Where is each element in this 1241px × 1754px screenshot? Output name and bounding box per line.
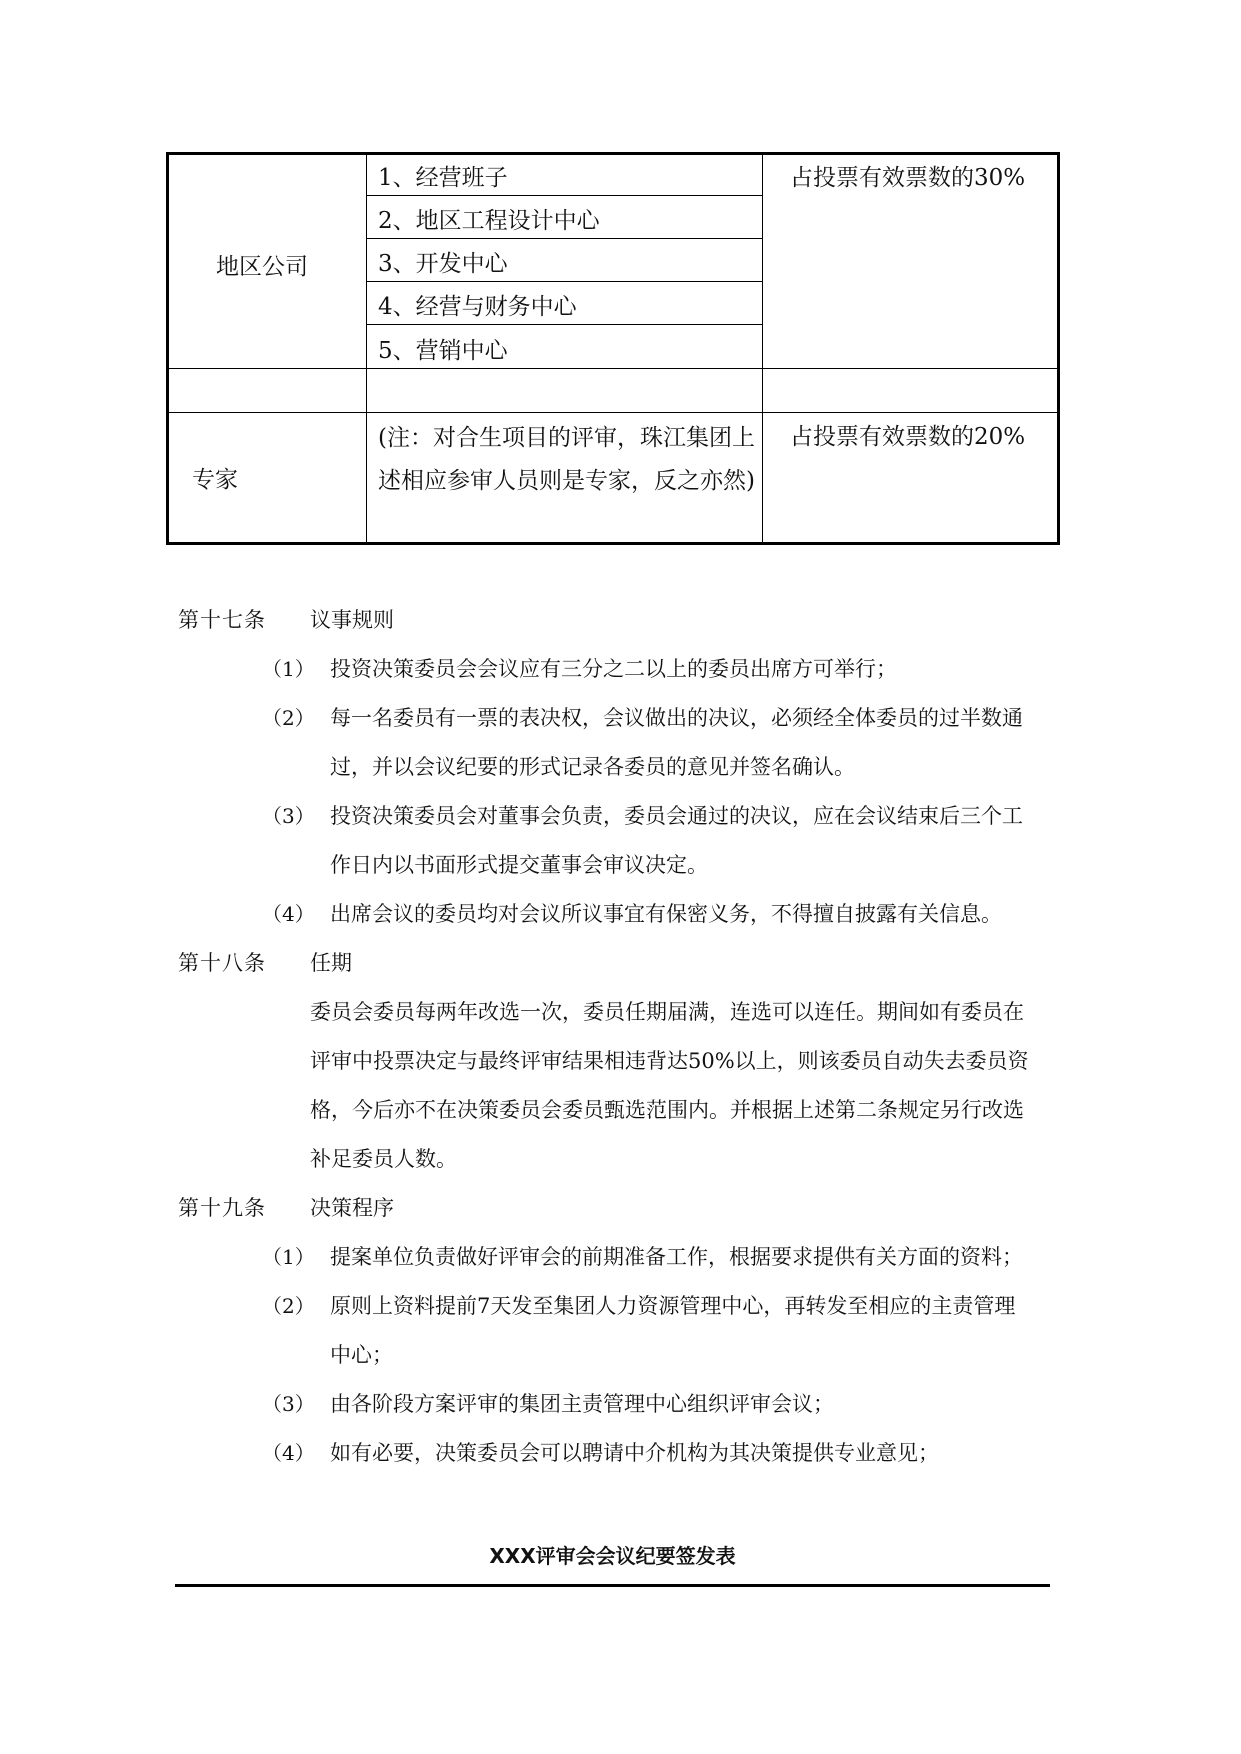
paragraph-line: 格，今后亦不在决策委员会委员甄选范围内。并根据上述第二条规定另行改选: [310, 1098, 1024, 1122]
region-item: 4、经营与财务中心: [378, 294, 577, 320]
article-number: 第十八条: [178, 951, 266, 975]
item-number: （1）: [262, 1245, 315, 1269]
paragraph-line: 评审中投票决定与最终评审结果相违背达50%以上，则该委员自动失去委员资: [310, 1049, 1029, 1073]
item-number: （4）: [262, 902, 315, 926]
article-number: 第十九条: [178, 1196, 266, 1220]
item-text: 过，并以会议纪要的形式记录各委员的意见并签名确认。: [330, 755, 855, 779]
item-text: 出席会议的委员均对会议所议事宜有保密义务，不得擅自披露有关信息。: [330, 902, 1002, 926]
item-text: 原则上资料提前7天发至集团人力资源管理中心，再转发至相应的主责管理: [330, 1294, 1016, 1318]
expert-note: (注：对合生项目的评审，珠江集团上述相应参审人员则是专家，反之亦然): [378, 425, 755, 494]
item-text: 如有必要，决策委员会可以聘请中介机构为其决策提供专业意见；: [330, 1441, 939, 1465]
row-divider: [366, 195, 763, 196]
item-text: 投资决策委员会对董事会负责，委员会通过的决议，应在会议结束后三个工: [330, 804, 1023, 828]
item-number: （3）: [262, 1392, 315, 1416]
region-item: 3、开发中心: [378, 251, 508, 277]
expert-label: 专家: [192, 467, 238, 493]
region-item: 1、经营班子: [378, 165, 508, 191]
article-title: 决策程序: [310, 1196, 394, 1220]
item-text: 由各阶段方案评审的集团主责管理中心组织评审会议；: [330, 1392, 834, 1416]
item-number: （4）: [262, 1441, 315, 1465]
form-title: XXX评审会会议纪要签发表: [489, 1544, 736, 1568]
column-divider: [762, 152, 763, 545]
paragraph-line: 补足委员人数。: [310, 1147, 457, 1171]
voting-weight-table: [166, 152, 1060, 545]
article-title: 议事规则: [310, 608, 394, 632]
region-item: 2、地区工程设计中心: [378, 208, 600, 234]
expert-ratio: 占投票有效票数的20%: [790, 424, 1026, 450]
article-title: 任期: [310, 951, 352, 975]
article-number: 第十七条: [178, 608, 266, 632]
title-underline: [175, 1584, 1050, 1587]
item-number: （1）: [262, 657, 315, 681]
paragraph-line: 委员会委员每两年改选一次，委员任期届满，连选可以连任。期间如有委员在: [310, 1000, 1024, 1024]
item-number: （2）: [262, 706, 315, 730]
row-divider: [366, 281, 763, 282]
item-text: 每一名委员有一票的表决权，会议做出的决议，必须经全体委员的过半数通: [330, 706, 1023, 730]
item-number: （2）: [262, 1294, 315, 1318]
item-text: 提案单位负责做好评审会的前期准备工作，根据要求提供有关方面的资料；: [330, 1245, 1023, 1269]
column-divider: [366, 152, 367, 545]
row-divider: [166, 368, 1060, 369]
item-text: 作日内以书面形式提交董事会审议决定。: [330, 853, 708, 877]
row-divider: [366, 324, 763, 325]
region-ratio: 占投票有效票数的30%: [790, 165, 1026, 191]
item-text: 中心；: [330, 1343, 393, 1367]
item-number: （3）: [262, 804, 315, 828]
item-text: 投资决策委员会会议应有三分之二以上的委员出席方可举行；: [330, 657, 897, 681]
region-item: 5、营销中心: [378, 338, 508, 364]
region-company-label: 地区公司: [216, 254, 308, 280]
row-divider: [166, 412, 1060, 413]
row-divider: [366, 238, 763, 239]
